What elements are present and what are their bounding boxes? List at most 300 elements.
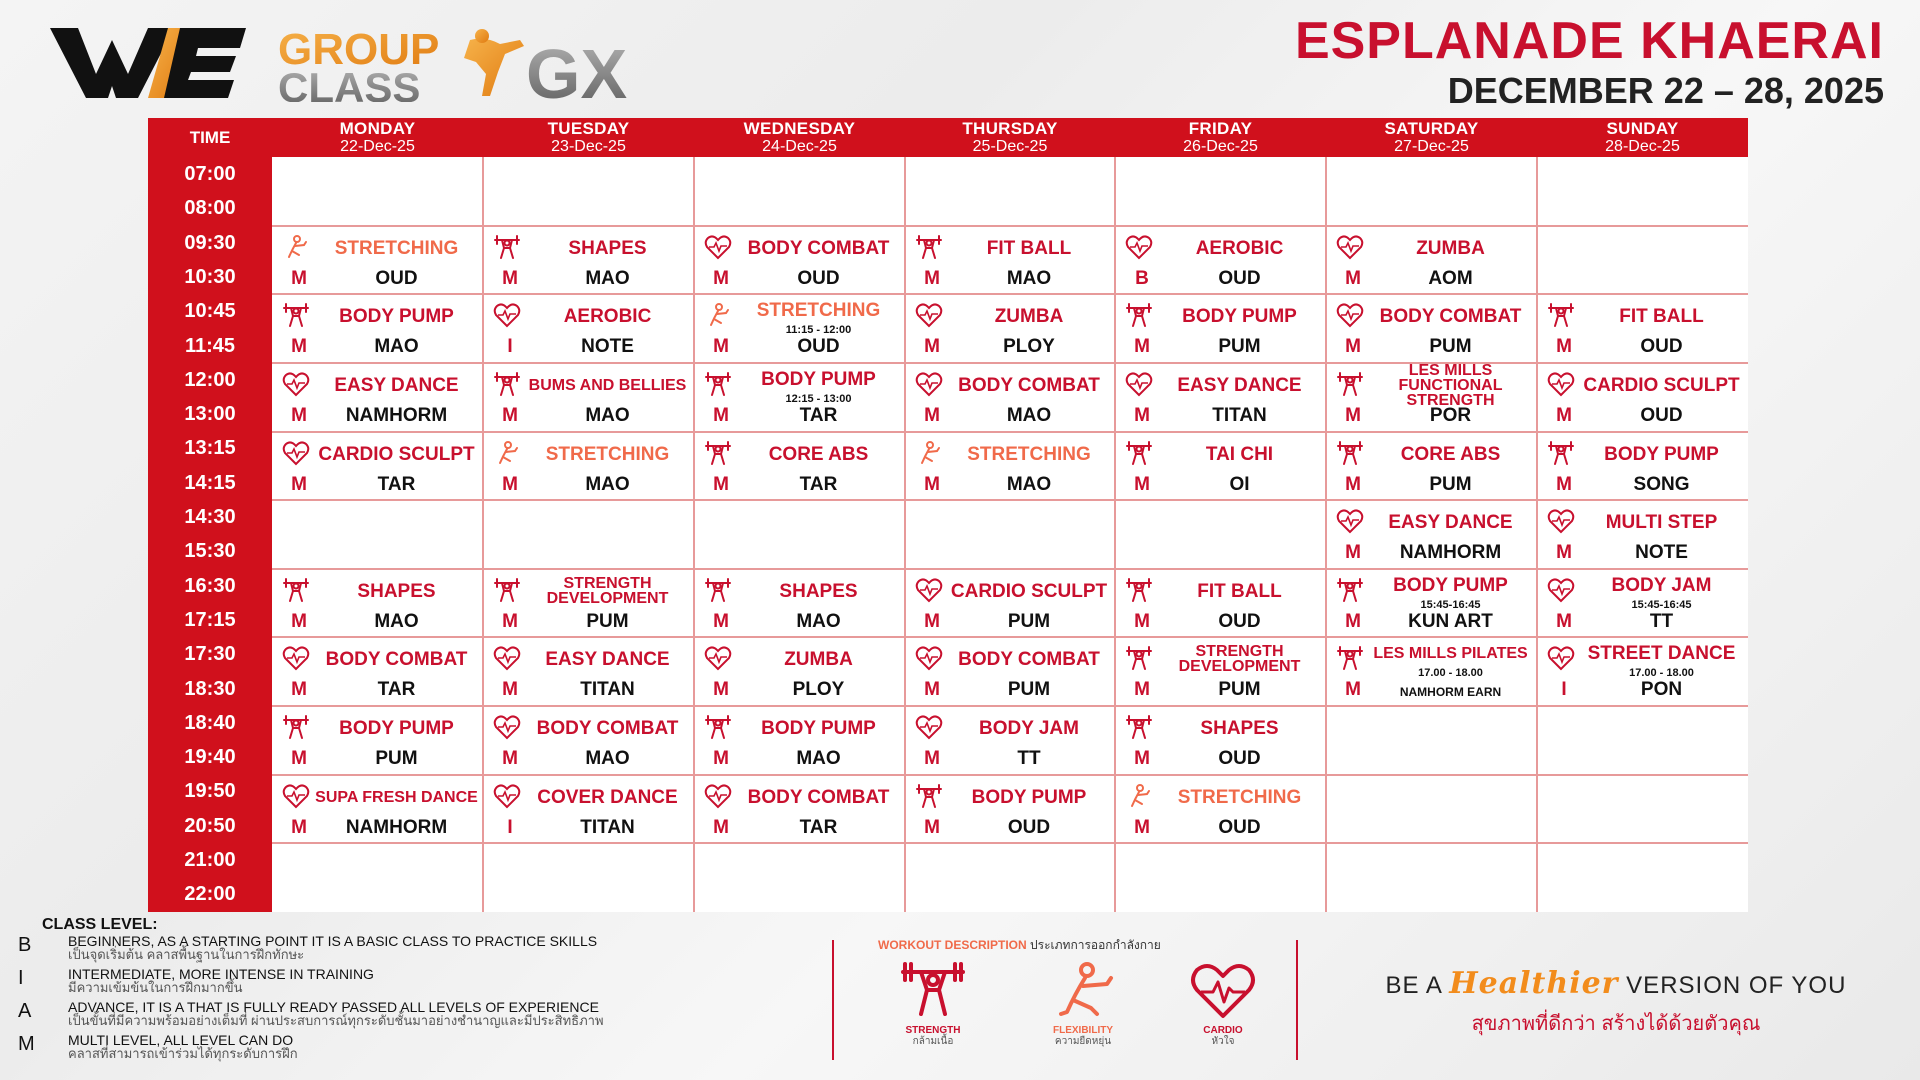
divider: [832, 940, 834, 1060]
flexibility-icon: [704, 302, 732, 328]
level-row-b: [18, 933, 838, 967]
class-name: STRETCHING: [545, 443, 670, 465]
instructor-name: OUD: [797, 268, 840, 289]
instructor-name: TT: [1649, 611, 1674, 632]
day-name: SATURDAY: [1384, 119, 1479, 138]
class-cell[interactable]: [1115, 706, 1326, 773]
class-name: SHAPES: [1200, 717, 1279, 739]
instructor-name: MAO: [374, 611, 419, 632]
class-time: 17.00 - 18.00: [1418, 667, 1483, 679]
class-level: I: [507, 336, 513, 357]
class-cell[interactable]: [905, 637, 1115, 704]
brand-group: GROUP: [278, 25, 440, 74]
instructor-name: MAO: [585, 748, 630, 769]
class-cell[interactable]: [272, 363, 483, 430]
level-row-i: [18, 966, 838, 1000]
class-level: M: [291, 611, 307, 632]
class-cell[interactable]: [694, 363, 905, 430]
level-description: BEGINNERS, AS A STARTING POINT IT IS A BASIC CLASS TO PRACTICE SKILLS: [68, 933, 598, 949]
schedule-date-range: DECEMBER 22 – 28, 2025: [1447, 70, 1884, 111]
instructor-name: NAMHORM: [1399, 542, 1502, 563]
class-cell[interactable]: [905, 294, 1115, 361]
strength-icon: [1125, 440, 1153, 466]
legend-title: CLASS LEVEL:: [42, 916, 158, 933]
time-slot-label: 10:30: [184, 266, 236, 288]
strength-icon: [1336, 371, 1364, 397]
table-header-row: [148, 118, 1748, 157]
class-level: M: [1134, 336, 1150, 357]
strength-icon: [493, 577, 521, 603]
strength-icon: [897, 958, 969, 1020]
class-name: BODY PUMP: [761, 368, 876, 390]
class-name: EASY DANCE: [1177, 374, 1302, 396]
instructor-name: TAR: [799, 817, 838, 838]
instructor-name: OUD: [1007, 817, 1051, 838]
class-schedule-table: [148, 118, 1748, 912]
class-cell[interactable]: [694, 637, 905, 704]
day-header-friday: [1115, 118, 1326, 157]
day-name: MONDAY: [339, 119, 416, 138]
day-name: TUESDAY: [547, 119, 630, 138]
time-slot-label: 16:30: [184, 575, 236, 597]
class-name: BODY COMBAT: [958, 648, 1100, 670]
instructor-name: TAR: [377, 679, 416, 700]
instructor-name: PLOY: [1003, 336, 1055, 357]
strength-icon: [1125, 302, 1153, 328]
class-cell[interactable]: [1537, 363, 1748, 430]
class-level: M: [502, 405, 518, 426]
class-name: BODY PUMP: [339, 717, 454, 739]
day-date: 27-Dec-25: [1394, 138, 1469, 155]
class-level: M: [291, 405, 307, 426]
level-description-thai: มีความเข้มข้นในการฝึกมากขึ้น: [68, 980, 243, 995]
class-level: M: [713, 748, 729, 769]
class-name: STRENGTH DEVELOPMENT: [1178, 643, 1301, 675]
class-cell[interactable]: [694, 432, 905, 498]
class-cell[interactable]: [905, 706, 1115, 773]
strength-icon: [493, 371, 521, 397]
class-cell[interactable]: [272, 432, 483, 498]
cardio-icon: [282, 440, 310, 466]
instructor-name: OUD: [1218, 611, 1261, 632]
level-code: I: [18, 967, 24, 989]
class-level: M: [924, 405, 940, 426]
class-level: M: [291, 268, 307, 289]
cardio-icon: [1125, 234, 1153, 260]
class-level: M: [1556, 405, 1572, 426]
divider: [1296, 940, 1298, 1060]
strength-icon: [1336, 645, 1364, 671]
class-cell[interactable]: [694, 226, 905, 292]
instructor-name: MAO: [1006, 474, 1052, 495]
class-level: M: [924, 611, 940, 632]
cardio-icon: [915, 714, 943, 740]
brand-class: CLASS: [278, 64, 421, 102]
time-slot-label: 19:50: [184, 780, 236, 802]
class-cell[interactable]: [272, 569, 483, 635]
class-cell[interactable]: [1537, 500, 1748, 567]
class-name: BODY COMBAT: [958, 374, 1100, 396]
cardio-icon: [1547, 508, 1575, 534]
level-description-thai: คลาสที่สามารถเข้าร่วมได้ทุกระดับการฝึก: [68, 1046, 298, 1061]
instructor-name: MAO: [585, 268, 630, 289]
class-level: M: [1345, 268, 1361, 289]
time-slot-label: 20:50: [184, 815, 236, 837]
day-name: THURSDAY: [962, 119, 1058, 138]
instructor-name: MAO: [585, 405, 630, 426]
flexibility-legend: FLEXIBILITY ความยืดหยุ่น: [1028, 958, 1138, 1047]
day-name: WEDNESDAY: [743, 119, 856, 138]
strength-legend: STRENGTH กล้ามเนื้อ: [878, 958, 988, 1047]
class-time: 12:15 - 13:00: [785, 393, 852, 405]
instructor-name: PUM: [1007, 611, 1051, 632]
class-name: LES MILLS PILATES: [1373, 644, 1528, 662]
strength-icon: [493, 234, 521, 260]
level-description-thai: เป็นจุดเริ่มต้น คลาสพื้นฐานในการฝึกทักษะ: [68, 947, 305, 962]
group-class-gx-logo: [50, 22, 740, 102]
class-level: M: [502, 268, 518, 289]
class-name: CORE ABS: [768, 443, 869, 465]
time-header-label: TIME: [189, 128, 231, 147]
strength-icon: [282, 302, 310, 328]
class-cell[interactable]: [1326, 500, 1537, 567]
flexibility-icon: [282, 234, 310, 260]
cardio-icon: [1547, 371, 1575, 397]
strength-icon: [704, 577, 732, 603]
class-time: 11:15 - 12:00: [785, 324, 852, 336]
cardio-icon: [915, 302, 943, 328]
cardio-icon: [1336, 302, 1364, 328]
schedule-grid: [272, 157, 1748, 912]
time-slot-label: 09:30: [184, 232, 236, 254]
level-row-m: [18, 1032, 838, 1066]
class-cell[interactable]: [272, 226, 483, 292]
class-cell[interactable]: [1537, 569, 1748, 635]
class-name: STRETCHING: [1177, 786, 1302, 808]
workout-description: [878, 936, 1298, 1047]
class-cell[interactable]: [1537, 432, 1748, 498]
time-slot-label: 11:45: [184, 335, 236, 357]
cardio-icon: [1547, 577, 1575, 603]
cardio-icon: [704, 645, 732, 671]
class-level: M: [1134, 474, 1150, 495]
tagline: [1346, 966, 1886, 1039]
class-level: M: [924, 748, 940, 769]
class-cell[interactable]: [905, 432, 1115, 498]
brand-gx: GX: [526, 35, 628, 102]
class-cell[interactable]: [272, 775, 483, 841]
class-cell[interactable]: [1326, 569, 1537, 635]
instructor-name: OUD: [1218, 748, 1261, 769]
instructor-name: PUM: [375, 748, 418, 769]
tagline-english: BE A Healthier VERSION OF YOU: [1385, 966, 1847, 1001]
strength-icon: [1547, 302, 1575, 328]
class-name: FIT BALL: [1619, 305, 1704, 327]
cardio-icon: [282, 783, 310, 809]
class-name: TAI CHI: [1205, 443, 1274, 465]
instructor-name: PUM: [1218, 336, 1261, 357]
instructor-name: SONG: [1633, 474, 1690, 495]
strength-icon: [1336, 577, 1364, 603]
class-cell[interactable]: [1326, 363, 1537, 430]
tagline-thai: สุขภาพที่ดีกว่า สร้างได้ด้วยตัวคุณ: [1471, 1013, 1761, 1035]
class-cell[interactable]: [694, 294, 905, 361]
time-slot-label: 19:40: [184, 746, 236, 768]
class-cell[interactable]: [1537, 637, 1748, 704]
class-level: M: [1345, 405, 1361, 426]
instructor-name: OUD: [375, 268, 418, 289]
class-cell[interactable]: [1326, 226, 1537, 292]
class-level: M: [291, 474, 307, 495]
flexibility-icon: [915, 440, 943, 466]
class-level: M: [1556, 336, 1572, 357]
day-name: FRIDAY: [1188, 119, 1253, 138]
instructor-name: MAO: [796, 748, 841, 769]
class-name: CARDIO SCULPT: [318, 443, 475, 465]
class-cell[interactable]: [483, 637, 694, 704]
instructor-name: OUD: [1640, 405, 1683, 426]
instructor-name: PUM: [1429, 336, 1472, 357]
class-cell[interactable]: [1115, 226, 1326, 292]
instructor-name: PUM: [586, 611, 629, 632]
day-header-wednesday: [694, 118, 905, 157]
class-cell[interactable]: [694, 569, 905, 635]
strength-icon: [1547, 440, 1575, 466]
instructor-name: TT: [1017, 748, 1041, 769]
class-level: M: [924, 474, 940, 495]
class-name: SUPA FRESH DANCE: [315, 788, 478, 806]
strength-icon: [1125, 577, 1153, 603]
instructor-name: TAR: [799, 405, 838, 426]
instructor-name: NOTE: [1635, 542, 1688, 563]
class-level: M: [1345, 679, 1361, 700]
flexibility-icon: [1125, 783, 1153, 809]
class-name: AEROBIC: [563, 305, 652, 327]
instructor-name: OUD: [1640, 336, 1683, 357]
strength-icon: [282, 577, 310, 603]
day-date: 26-Dec-25: [1183, 138, 1258, 155]
cardio-icon: [915, 371, 943, 397]
class-level: M: [1134, 679, 1150, 700]
class-time: 15:45-16:45: [1631, 599, 1692, 611]
workout-description-title: WORKOUT DESCRIPTION ประเภทการออกกำลังกาย: [878, 938, 1161, 952]
class-name: CORE ABS: [1400, 443, 1501, 465]
class-cell[interactable]: [272, 637, 483, 704]
instructor-name: MAO: [585, 474, 630, 495]
strength-icon: [915, 783, 943, 809]
class-time: 17.00 - 18.00: [1629, 667, 1694, 679]
class-name: BODY JAM: [979, 717, 1079, 739]
level-description: ADVANCE, IT IS A THAT IS FULLY READY PASSED ALL LEVELS OF EXPERIENCE: [68, 999, 599, 1015]
class-cell[interactable]: [905, 226, 1115, 292]
class-cell[interactable]: [483, 294, 694, 361]
cardio-icon: [1125, 371, 1153, 397]
instructor-name: PLOY: [792, 679, 845, 700]
instructor-name: PUM: [1429, 474, 1472, 495]
flexibility-icon: [1047, 958, 1119, 1020]
class-level: M: [924, 268, 940, 289]
venue-name: ESPLANADE KHAERAI: [1294, 12, 1884, 70]
cardio-icon: [493, 302, 521, 328]
strength-icon: [704, 440, 732, 466]
day-header-saturday: [1326, 118, 1537, 157]
class-level: M: [1345, 474, 1361, 495]
time-slot-label: 14:30: [184, 506, 236, 528]
class-level: M: [502, 748, 518, 769]
class-level: M: [713, 268, 729, 289]
cardio-icon: [282, 371, 310, 397]
level-description-thai: เป็นขั้นที่มีความพร้อมอย่างเต็มที่ ผ่านประสบการณ์ทุกระดับชั้นมาอย่างชำนาญและมีประสิทธิภาพ: [68, 1013, 604, 1028]
cardio-icon: [704, 783, 732, 809]
class-cell[interactable]: [1326, 294, 1537, 361]
instructor-name: TITAN: [1212, 405, 1267, 426]
class-name: EASY DANCE: [545, 648, 670, 670]
class-level: M: [1556, 474, 1572, 495]
class-level: M: [1134, 611, 1150, 632]
class-name: BODY PUMP: [761, 717, 876, 739]
strength-icon: [704, 371, 732, 397]
cardio-icon: [1336, 508, 1364, 534]
class-cell[interactable]: [483, 775, 694, 841]
class-cell[interactable]: [483, 432, 694, 498]
instructor-name: AOM: [1428, 268, 1473, 289]
strength-icon: [1336, 440, 1364, 466]
class-cell[interactable]: [1115, 775, 1326, 841]
level-description: MULTI LEVEL, ALL LEVEL CAN DO: [68, 1032, 294, 1048]
class-name: CARDIO SCULPT: [1583, 374, 1740, 396]
time-slot-label: 13:00: [184, 403, 236, 425]
class-name: BODY JAM: [1611, 574, 1712, 596]
class-level: M: [713, 611, 729, 632]
cardio-icon: [915, 645, 943, 671]
day-date: 24-Dec-25: [762, 138, 837, 155]
class-level: M: [1345, 336, 1361, 357]
level-code: A: [18, 1000, 32, 1022]
class-cell[interactable]: [694, 775, 905, 841]
class-cell[interactable]: [1115, 294, 1326, 361]
instructor-name: PON: [1640, 679, 1683, 700]
class-name: BODY PUMP: [1393, 574, 1508, 596]
class-cell[interactable]: [694, 706, 905, 773]
class-cell[interactable]: [483, 226, 694, 292]
class-level: M: [924, 679, 940, 700]
class-name: BODY PUMP: [971, 786, 1087, 808]
day-header-thursday: [905, 118, 1115, 157]
class-name: BODY COMBAT: [747, 237, 890, 259]
class-name: BODY COMBAT: [325, 648, 468, 670]
row-divider: [272, 842, 1748, 844]
class-level: I: [507, 817, 513, 838]
day-header-tuesday: [483, 118, 694, 157]
class-name: STRETCHING: [334, 237, 459, 259]
class-name: STRENGTH DEVELOPMENT: [546, 575, 669, 607]
class-name: CARDIO SCULPT: [950, 580, 1108, 602]
class-level: M: [713, 679, 729, 700]
day-name: SUNDAY: [1606, 119, 1679, 138]
class-level: M: [924, 336, 940, 357]
class-cell[interactable]: [1326, 637, 1537, 704]
time-slot-label: 13:15: [184, 437, 236, 459]
class-level: M: [713, 405, 729, 426]
time-slot-label: 07:00: [184, 163, 236, 185]
class-cell[interactable]: [1326, 432, 1537, 498]
class-cell[interactable]: [1115, 569, 1326, 635]
strength-icon: [282, 714, 310, 740]
instructor-name: NAMHORM: [345, 817, 448, 838]
instructor-name: TAR: [377, 474, 416, 495]
class-name: ZUMBA: [994, 305, 1064, 327]
class-cell[interactable]: [905, 363, 1115, 430]
strength-icon: [704, 714, 732, 740]
instructor-name: MAO: [796, 611, 841, 632]
time-slot-label: 14:15: [184, 472, 236, 494]
class-cell[interactable]: [483, 706, 694, 773]
class-cell[interactable]: [272, 294, 483, 361]
cardio-icon: [915, 577, 943, 603]
class-level: M: [1345, 542, 1361, 563]
class-name: STREET DANCE: [1587, 642, 1736, 664]
class-cell[interactable]: [483, 363, 694, 430]
class-cell[interactable]: [905, 775, 1115, 841]
day-date: 25-Dec-25: [972, 138, 1048, 155]
instructor-name: KUN ART: [1408, 611, 1493, 632]
time-slot-label: 17:30: [184, 643, 236, 665]
class-cell[interactable]: [1115, 363, 1326, 430]
day-header-sunday: [1537, 118, 1748, 157]
class-name: SHAPES: [568, 237, 647, 259]
class-level: M: [1134, 405, 1150, 426]
class-name: FIT BALL: [986, 237, 1072, 259]
class-name: ZUMBA: [1416, 237, 1485, 259]
class-cell[interactable]: [272, 706, 483, 773]
cardio-icon: [704, 234, 732, 260]
class-cell[interactable]: [1115, 432, 1326, 498]
cardio-icon: [1187, 958, 1259, 1020]
class-name: STRETCHING: [967, 443, 1091, 465]
day-date: 28-Dec-25: [1605, 138, 1680, 155]
class-cell[interactable]: [483, 569, 694, 635]
class-name: AEROBIC: [1195, 237, 1284, 259]
class-level: M: [291, 817, 307, 838]
class-level: M: [1556, 611, 1572, 632]
class-name: BUMS AND BELLIES: [528, 376, 687, 394]
class-name: EASY DANCE: [334, 374, 459, 396]
day-date: 23-Dec-25: [551, 138, 626, 155]
instructor-name: NOTE: [581, 336, 634, 357]
class-cell[interactable]: [905, 569, 1115, 635]
cardio-icon: [1336, 234, 1364, 260]
class-name: MULTI STEP: [1605, 511, 1718, 533]
instructor-name: PUM: [1218, 679, 1261, 700]
strength-icon: [915, 234, 943, 260]
instructor-name: OUD: [797, 336, 840, 357]
class-name: SHAPES: [357, 580, 436, 602]
instructor-name: OUD: [1218, 268, 1261, 289]
time-slot-label: 18:30: [184, 678, 236, 700]
instructor-name: TITAN: [580, 679, 635, 700]
time-slot-label: 22:00: [184, 883, 236, 905]
level-code: M: [18, 1033, 35, 1055]
class-cell[interactable]: [1115, 637, 1326, 704]
cardio-icon: [282, 645, 310, 671]
day-date: 22-Dec-25: [340, 138, 415, 155]
class-level: M: [713, 817, 729, 838]
level-code: B: [18, 934, 32, 956]
class-cell[interactable]: [1537, 294, 1748, 361]
instructor-name: MAO: [374, 336, 419, 357]
instructor-name: PUM: [1007, 679, 1051, 700]
instructor-name: TITAN: [580, 817, 635, 838]
